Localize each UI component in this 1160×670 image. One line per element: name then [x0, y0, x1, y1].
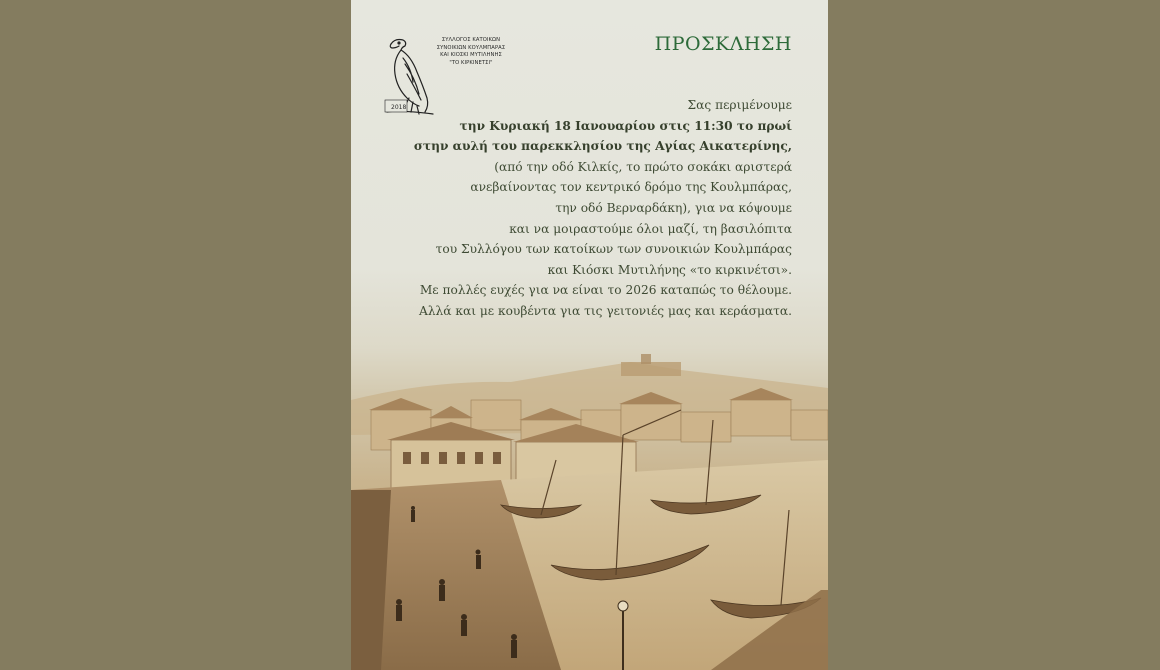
- invitation-title: ΠΡΟΣΚΛΗΣΗ: [654, 33, 792, 55]
- message-line: και να μοιραστούμε όλοι μαζί, τη βασιλόπιτα: [509, 221, 792, 236]
- message-line: του Συλλόγου των κατοίκων των συνοικιών Κουλμπάρας: [435, 242, 792, 257]
- message-line: Σας περιμένουμε: [687, 98, 792, 112]
- logo-year: 2018: [391, 104, 407, 111]
- message-line: την οδό Βερναρδάκη), για να κόψουμε: [555, 200, 792, 215]
- message-line: (από την οδό Κιλκίς, το πρώτο σοκάκι αριστερά: [494, 159, 792, 174]
- message-line: Με πολλές ευχές για να είναι το 2026 καταπώς το θέλουμε.: [419, 283, 792, 298]
- message-line-date: την Κυριακή 18 Ιανουαρίου στις 11:30 το πρωί: [459, 118, 792, 133]
- message-line: και Κιόσκι Μυτιλήνης «το κιρκινέτσι».: [547, 262, 792, 277]
- message-line-place: στην αυλή του παρεκκλησίου της Αγίας Αικατερίνης,: [413, 139, 792, 154]
- harbour-photo: [351, 340, 828, 670]
- logo-org-name: ΣΥΛΛΟΓΟΣ ΚΑΤΟΙΚΩΝ ΣΥΝΟΙΚΙΩΝ ΚΟΥΛΜΠΑΡΑΣ ΚΑΙ ΚΙΟΣΚΙ ΜΥΤΙΛΗΝΗΣ "ΤΟ ΚΙΡΚΙΝΕΤΣΙ": [436, 37, 506, 66]
- message-line: Αλλά και με κουβέντα για τις γειτονιές μας και κεράσματα.: [419, 303, 792, 318]
- invitation-message: [372, 95, 792, 322]
- invitation-card: [351, 0, 828, 670]
- message-line: ανεβαίνοντας τον κεντρικό δρόμο της Κουλμπάρας,: [470, 180, 792, 195]
